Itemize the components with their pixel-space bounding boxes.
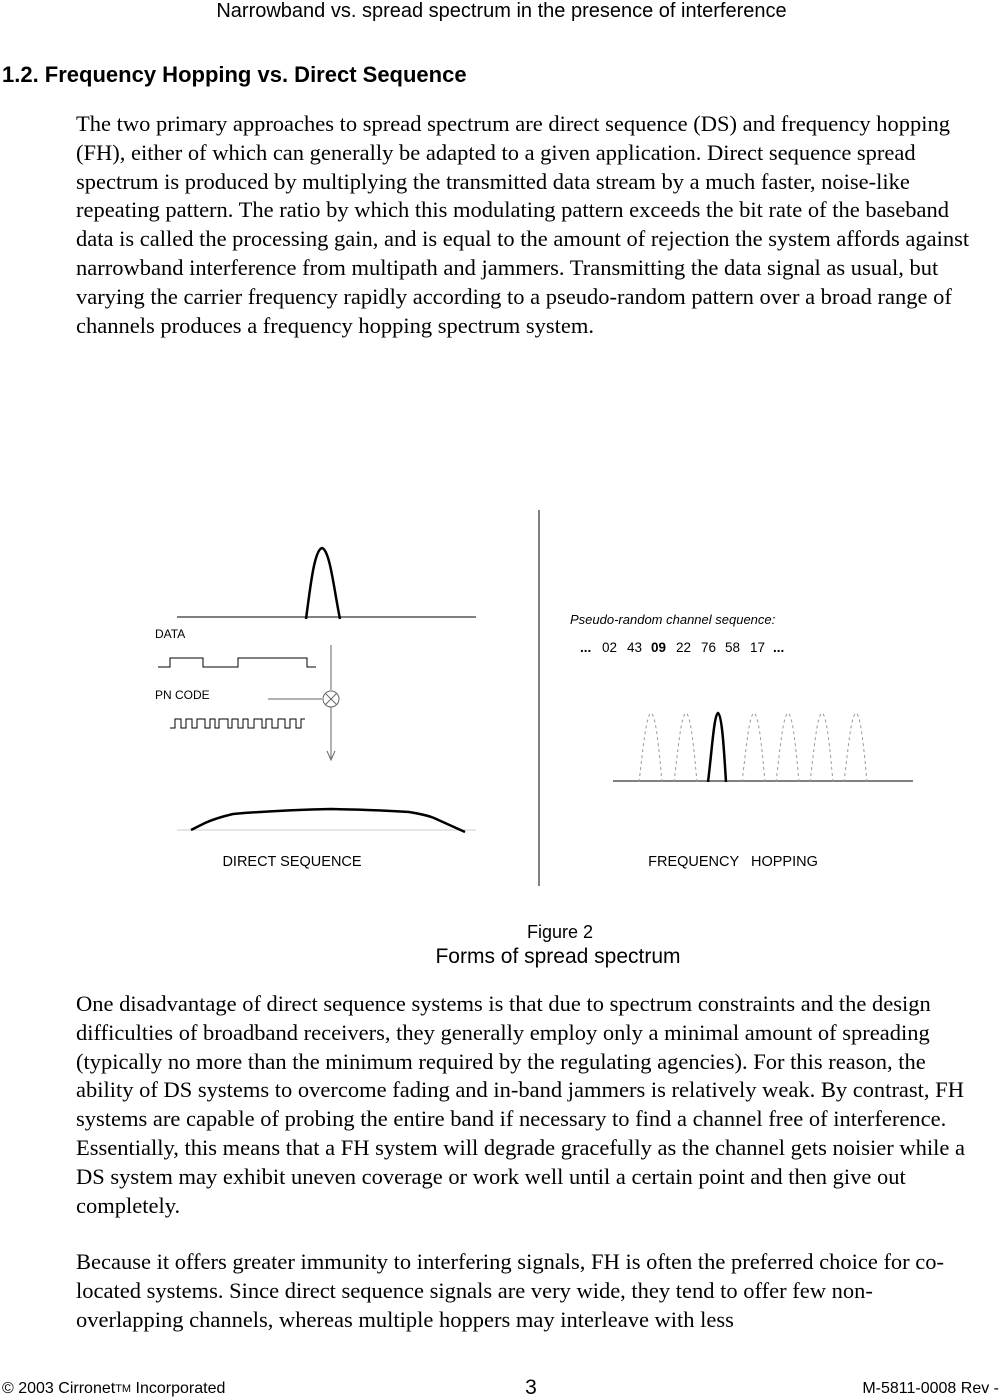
paragraph-ds-disadvantage: One disadvantage of direct sequence systems is that due to spectrum constraints and the design difficulties of broadband receivers, they generally employ only a minimal amount of spreading (typically no more than the minimum required by the regulating agencies). For this reason, the ability of DS systems to overcome fading and in-band jammers is relatively weak. By contrast, FH systems are capable of probing the entire band if necessary to find a channel free of interference. Essentially, this means that a FH system will degrade gracefully as the channel gets noisier while a DS system may exhibit uneven coverage or work well until a certain point and then give out completely. <box>76 991 965 1218</box>
direct-sequence-diagram <box>155 548 476 870</box>
ds-pn-code-label: PN CODE <box>155 688 210 702</box>
trademark-symbol: TM <box>115 1383 132 1395</box>
fh-channel-peak <box>742 713 765 782</box>
fh-channel-peak <box>776 713 799 782</box>
fh-channel-peak <box>810 713 833 782</box>
footer-doc-number: M-5811-0008 Rev - <box>862 1380 999 1397</box>
footer-copyright-prefix: © 2003 Cirronet <box>2 1380 116 1397</box>
fh-channel-peak <box>639 713 662 782</box>
footer-copyright <box>2 1379 225 1399</box>
paragraph-fh-colocated: Because it offers greater immunity to interfering signals, FH is often the preferred choice for co-located systems. Since direct sequence signals are very wide, they tend to offer few non-overlapping channels, whereas multiple hoppers may interleave with less <box>76 1249 945 1332</box>
ds-pn-code-waveform <box>170 719 305 728</box>
fh-channel-peak <box>674 713 697 782</box>
section-heading: 1.2. Frequency Hopping vs. Direct Sequence <box>2 62 467 87</box>
fh-channel-sequence <box>580 640 784 655</box>
frequency-hopping-diagram <box>570 612 913 870</box>
ds-narrowband-peak <box>306 548 340 619</box>
fh-active-channel-peak <box>708 713 726 782</box>
spread-spectrum-figure <box>0 500 1003 900</box>
paragraph-intro: The two primary approaches to spread spectrum are direct sequence (DS) and frequency hopping (FH), either of which can generally be adapted to a given application. Direct sequence spread spectrum is produced by multiplying the transmitted data stream by a much faster, noise-like repeating pattern. The ratio by which this modulating pattern exceeds the bit rate of the baseband data is called the processing gain, and is equal to the amount of rejection the system affords against narrowband interference from multipath and jammers. Transmitting the data signal as usual, but varying the carrier frequency rapidly according to a pseudo-random pattern over a broad range of channels produces a frequency hopping spectrum system. <box>76 111 970 338</box>
fh-channel: 22 <box>676 640 692 655</box>
ds-data-waveform <box>158 658 316 667</box>
fh-channel: 02 <box>602 640 618 655</box>
figure-caption: Forms of spread spectrum <box>435 945 681 968</box>
fh-channel: 58 <box>725 640 741 655</box>
running-header: Narrowband vs. spread spectrum in the presence of interference <box>216 0 787 22</box>
ds-title: DIRECT SEQUENCE <box>222 854 362 870</box>
fh-channel-peak <box>844 713 867 782</box>
fh-title: FREQUENCY HOPPING <box>648 854 818 870</box>
ds-data-label: DATA <box>155 627 186 641</box>
fh-channel: 76 <box>701 640 717 655</box>
footer-copyright-suffix: Incorporated <box>131 1380 226 1397</box>
fh-ellipsis-start: ... <box>580 640 592 655</box>
fh-channel-active: 09 <box>651 640 667 655</box>
fh-inactive-channels <box>639 713 867 782</box>
footer-page-number: 3 <box>525 1376 537 1399</box>
fh-ellipsis-end: ... <box>773 640 785 655</box>
fh-channel: 17 <box>750 640 766 655</box>
figure-number: Figure 2 <box>526 922 594 942</box>
fh-sequence-label: Pseudo-random channel sequence: <box>570 612 776 627</box>
fh-channel: 43 <box>627 640 643 655</box>
ds-spread-spectrum <box>191 809 465 832</box>
ds-mixer-icon <box>323 691 339 707</box>
